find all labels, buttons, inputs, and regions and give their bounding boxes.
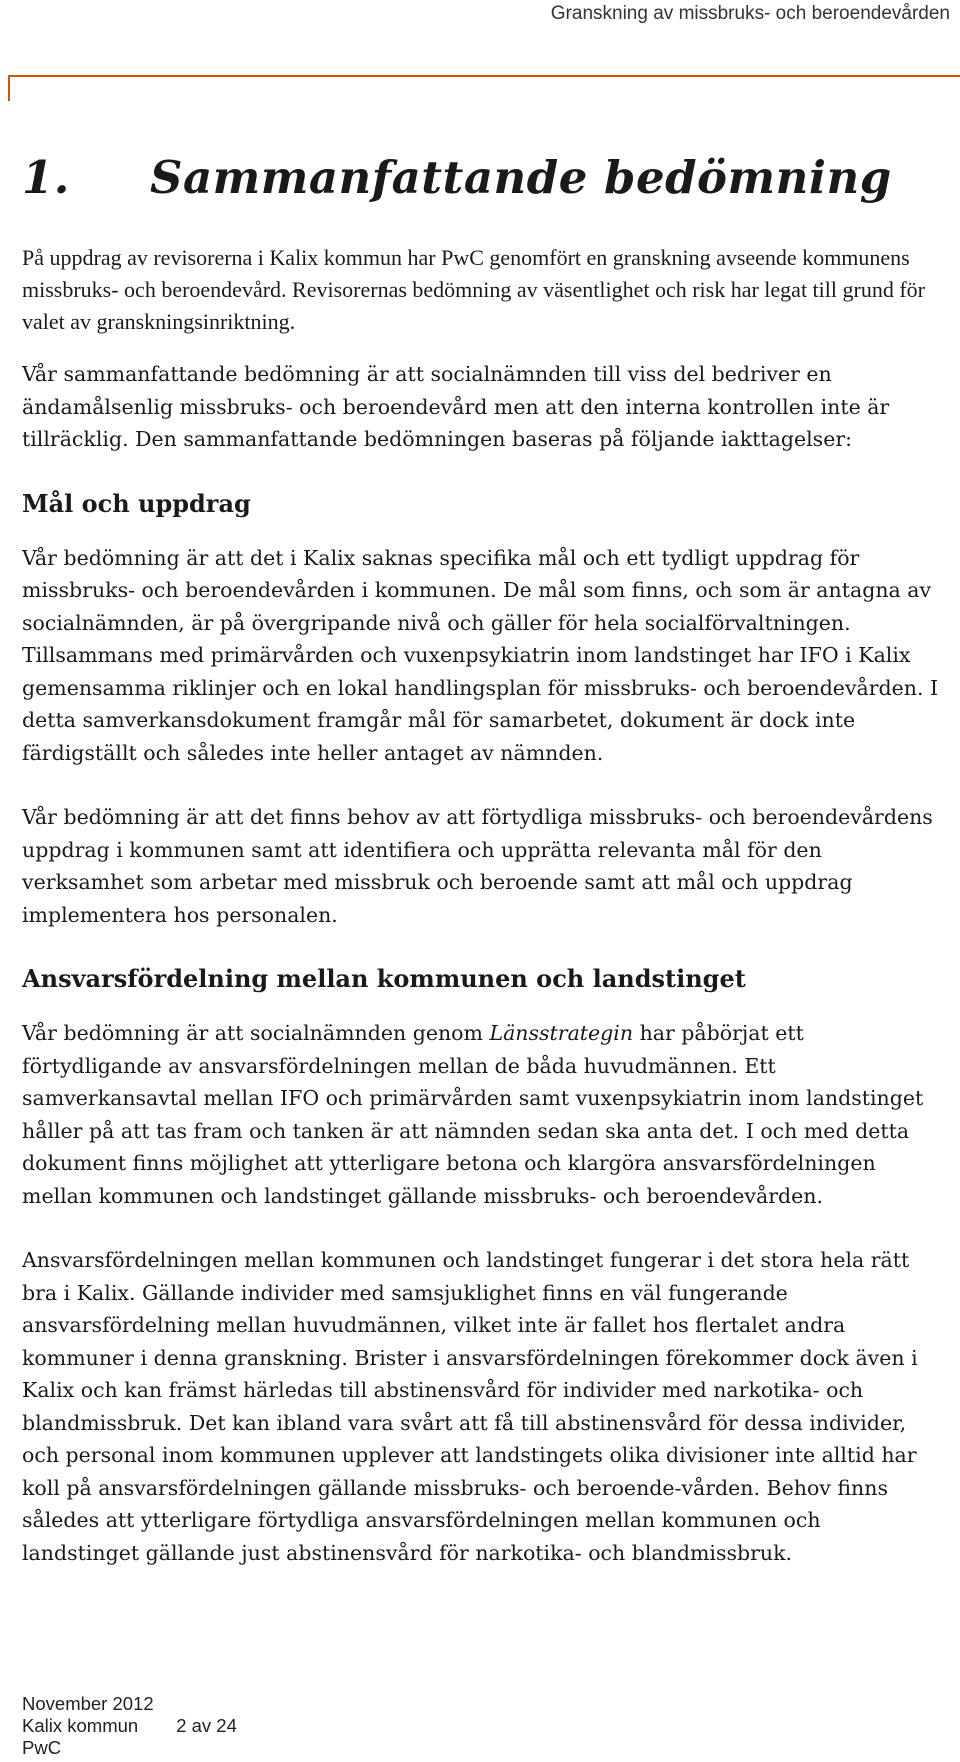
header-rule bbox=[8, 75, 960, 77]
intro-paragraph: På uppdrag av revisorerna i Kalix kommun har PwC genomfört en granskning avseende kommunens missbruks- och beroendevård. Revisorernas bedömning av väsentlighet och risk har legat till grund för valet av granskningsinriktning. bbox=[22, 245, 925, 334]
section1-paragraph-2: Vår bedömning är att det finns behov av att förtydliga missbruks- och beroendevårdens uppdrag i kommunen samt att identifiera och upprätta relevanta mål för den verksamhet som arbetar med missbruk och beroende samt att mål och uppdrag implementera hos personalen. bbox=[22, 805, 933, 927]
page-title bbox=[22, 150, 940, 206]
header-tick bbox=[8, 75, 10, 101]
section-heading-mal-och-uppdrag: Mål och uppdrag bbox=[22, 488, 251, 518]
section2-p1-text-a: Vår bedömning är att socialnämnden genom bbox=[22, 1021, 490, 1045]
footer-firm: PwC bbox=[22, 1737, 62, 1758]
section-heading-ansvarsfordelning: Ansvarsfördelning mellan kommunen och landstinget bbox=[22, 964, 746, 993]
footer-date: November 2012 bbox=[22, 1693, 154, 1714]
footer-page-number: 2 av 24 bbox=[176, 1715, 237, 1736]
running-header-title: Granskning av missbruks- och beroendevården bbox=[550, 3, 950, 24]
summary-paragraph: Vår sammanfattande bedömning är att socialnämnden till viss del bedriver en ändamålsenlig missbruks- och beroendevård men att den interna kontrollen inte är tillräcklig. Den sammanfattande bedömningen baseras på följande iakttagelser: bbox=[22, 362, 890, 451]
section2-paragraph-2: Ansvarsfördelningen mellan kommunen och landstinget fungerar i det stora hela rätt bra i Kalix. Gällande individer med samsjuklighet finns en väl fungerande ansvarsfördelning mellan huvudmännen, vilket inte är fallet hos flertalet andra kommuner i denna granskning. Brister i ansvarsfördelningen förekommer dock även i Kalix och kan främst härledas till abstinensvård för individer med narkotika- och blandmissbruk. Det kan ibland vara svårt att få till abstinensvård för dessa individer, och personal inom kommunen upplever att landstingets olika divisioner inte alltid har koll på ansvarsfördelningen gällande missbruks- och beroende-vården. Behov finns således att ytterligare förtydliga ansvarsfördelningen mellan kommunen och landstinget gällande just abstinensvård för narkotika- och blandmissbruk. bbox=[22, 1248, 918, 1565]
lansstrategin-term: Länsstrategin bbox=[489, 1021, 634, 1045]
chapter-number: 1. bbox=[22, 151, 70, 204]
chapter-title: Sammanfattande bedömning bbox=[150, 151, 892, 204]
page-footer bbox=[22, 1693, 237, 1759]
footer-org-line bbox=[22, 1715, 237, 1737]
footer-org: Kalix kommun bbox=[22, 1715, 139, 1736]
section2-p1-text-b: har påbörjat ett förtydligande av ansvarsfördelningen mellan de båda huvudmännen. Ett samverkansavtal mellan IFO och primärvården samt vuxenpsykiatrin inom landstinget håller på att tas fram och tanken är att nämnden sedan ska anta det. I och med detta dokument finns möjlighet att ytterligare betona och klargöra ansvarsfördelningen mellan kommunen och landstinget gällande missbruks- och beroendevården. bbox=[22, 1021, 924, 1208]
section2-paragraph-1 bbox=[22, 1017, 940, 1212]
page-content bbox=[22, 150, 940, 1601]
section1-paragraph-1: Vår bedömning är att det i Kalix saknas specifika mål och ett tydligt uppdrag för missbruks- och beroendevården i kommunen. De mål som finns, och som är antagna av socialnämnden, är på övergripande nivå och gäller för hela socialförvaltningen. Tillsammans med primärvården och vuxenpsykiatrin inom landstinget har IFO i Kalix gemensamma riklinjer och en lokal handlingsplan för missbruks- och beroendevården. I detta samverkansdokument framgår mål för samarbetet, dokument är dock inte färdigställt och således inte heller antaget av nämnden. bbox=[22, 545, 939, 765]
